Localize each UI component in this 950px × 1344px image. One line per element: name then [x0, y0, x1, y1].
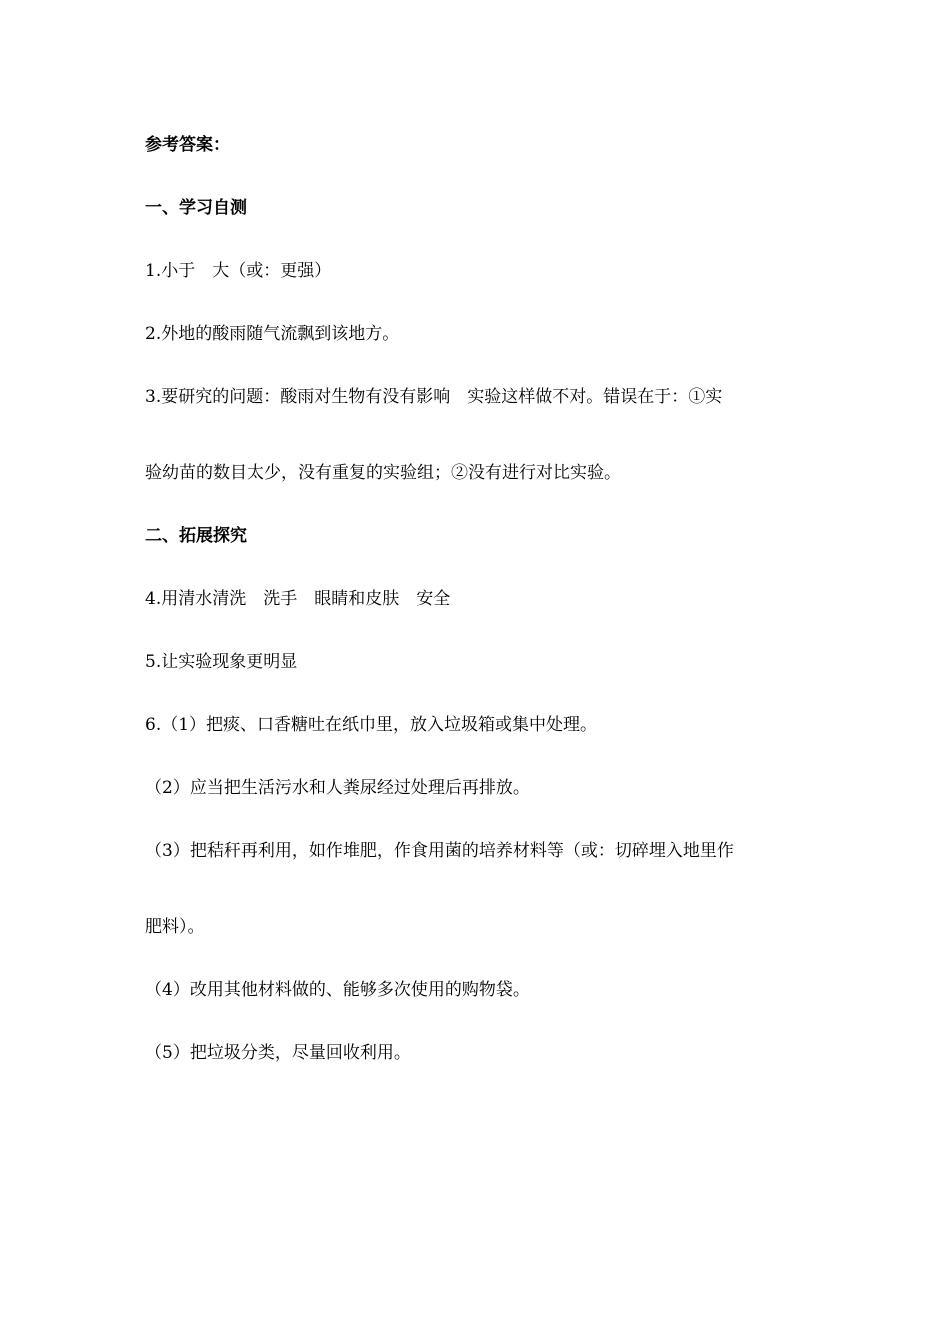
answer-line-3-cont: 验幼苗的数目太少，没有重复的实验组；②没有进行对比实验。 [145, 463, 621, 483]
answer-line-6-4: （4）改用其他材料做的、能够多次使用的购物袋。 [145, 980, 530, 1000]
answer-line-6-1: 6.（1）把痰、口香糖吐在纸巾里，放入垃圾箱或集中处理。 [145, 715, 598, 735]
section-heading-self-test: 一、学习自测 [145, 198, 247, 218]
answer-line-1: 1.小于 大（或：更强） [145, 261, 332, 281]
answer-line-6-2: （2）应当把生活污水和人粪尿经过处理后再排放。 [145, 778, 530, 798]
answer-line-4: 4.用清水清洗 洗手 眼睛和皮肤 安全 [145, 589, 451, 609]
answer-line-6-5: （5）把垃圾分类，尽量回收利用。 [145, 1043, 411, 1063]
document-title: 参考答案： [145, 135, 230, 155]
section-heading-extension: 二、拓展探究 [145, 526, 247, 546]
answer-line-6-3: （3）把秸秆再利用，如作堆肥，作食用菌的培养材料等（或：切碎埋入地里作 [145, 841, 734, 861]
answer-line-5: 5.让实验现象更明显 [145, 652, 298, 672]
answer-line-3: 3.要研究的问题：酸雨对生物有没有影响 实验这样做不对。错误在于：①实 [145, 387, 723, 407]
answer-line-2: 2.外地的酸雨随气流飘到该地方。 [145, 324, 400, 344]
answer-line-6-3-cont: 肥料）。 [145, 917, 205, 937]
